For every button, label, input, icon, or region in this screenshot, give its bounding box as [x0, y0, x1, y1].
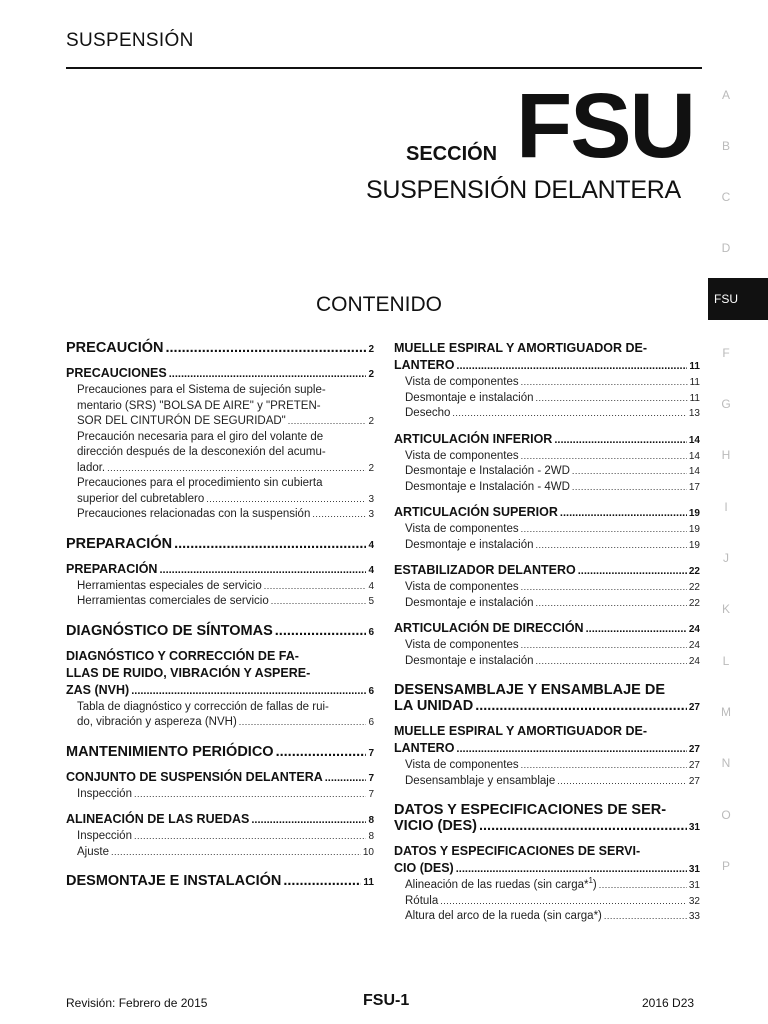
toc-entry[interactable] — [394, 758, 700, 774]
toc-page-number: 4 — [368, 580, 374, 592]
toc-entry-title: ESTABILIZADOR DELANTERO — [394, 563, 576, 577]
toc-entry-title: Desmontaje e instalación — [405, 391, 534, 404]
toc-leader-dots — [475, 698, 687, 714]
toc-entry[interactable] — [394, 562, 700, 580]
toc-entry[interactable] — [66, 873, 374, 889]
toc-leader-dots — [440, 894, 687, 910]
toc-leader-dots — [275, 623, 367, 639]
toc-entry-title: Precauciones relacionadas con la suspensión — [77, 508, 311, 520]
toc-page-number: 17 — [688, 481, 700, 493]
side-index-letter[interactable]: L — [722, 654, 730, 668]
toc-leader-dots — [111, 845, 361, 861]
toc-entry-title: LA UNIDAD — [394, 698, 474, 714]
toc-entry-title: DIAGNÓSTICO DE SÍNTOMAS — [66, 622, 273, 639]
toc-entry-title: CONJUNTO DE SUSPENSIÓN DELANTERA — [66, 769, 323, 784]
toc-entry-title: DIAGNÓSTICO Y CORRECCIÓN DE FA- — [66, 648, 299, 663]
toc-entry[interactable] — [66, 579, 374, 595]
toc-page-number: 8 — [368, 831, 374, 842]
toc-entry[interactable] — [66, 787, 374, 803]
toc-page-number: 19 — [688, 508, 700, 519]
toc-entry[interactable] — [394, 340, 700, 375]
toc-page-number: 31 — [688, 880, 700, 891]
toc-leader-dots — [479, 818, 687, 834]
toc-page-number: 31 — [688, 822, 700, 833]
side-index-letter[interactable]: K — [721, 602, 730, 616]
contents-title: CONTENIDO — [316, 293, 442, 316]
toc-entry-title: superior del cubretablero — [77, 492, 205, 505]
toc-entry-suffix: ) — [592, 879, 597, 891]
toc-leader-dots — [169, 366, 367, 383]
side-index-letter[interactable]: N — [721, 756, 731, 770]
toc-entry-title: CIO (DES) — [394, 861, 454, 875]
toc-entry-title: ARTICULACIÓN DE DIRECCIÓN — [394, 621, 584, 635]
toc-page-number: 8 — [368, 815, 374, 826]
toc-leader-dots — [276, 744, 367, 760]
side-index-letter[interactable]: A — [721, 88, 730, 102]
side-index-letter[interactable]: M — [721, 705, 731, 719]
toc-page-number: 22 — [688, 566, 700, 577]
toc-entry-title: Desecho — [405, 407, 451, 419]
side-index-letter[interactable]: B — [721, 139, 730, 153]
toc-entry[interactable] — [394, 504, 700, 522]
toc-entry-title: SOR DEL CINTURÓN DE SEGURIDAD" — [77, 415, 286, 427]
toc-leader-dots — [206, 492, 366, 508]
toc-leader-dots — [251, 812, 366, 829]
footer-page-number: FSU-1 — [363, 992, 410, 1009]
toc-page-number: 3 — [368, 509, 374, 520]
toc-entry-title: PREPARACIÓN — [66, 561, 158, 576]
toc-entry[interactable] — [394, 843, 700, 878]
toc-leader-dots — [325, 770, 367, 787]
toc-entry[interactable] — [66, 769, 374, 787]
toc-entry-title: MANTENIMIENTO PERIÓDICO — [66, 743, 274, 760]
toc-entry[interactable] — [394, 391, 700, 407]
toc-entry-title: Vista de componentes — [405, 523, 519, 535]
toc-page-number: 2 — [368, 462, 374, 474]
toc-entry-title: Vista de componentes — [405, 759, 519, 771]
toc-leader-dots — [288, 414, 367, 430]
toc-entry[interactable] — [66, 623, 374, 639]
toc-leader-dots — [554, 432, 687, 449]
toc-entry-title: Desmontaje e instalación — [405, 654, 534, 667]
toc-page-number: 6 — [368, 685, 374, 697]
side-index-letter[interactable]: I — [724, 500, 728, 514]
toc-page-number: 22 — [688, 597, 700, 609]
toc-entry-title: PRECAUCIÓN — [66, 340, 164, 356]
toc-entry[interactable] — [66, 811, 374, 829]
section-name: SUSPENSIÓN DELANTERA — [366, 176, 681, 204]
toc-entry[interactable] — [394, 580, 700, 596]
side-index-active-tab[interactable]: FSU — [708, 278, 768, 320]
toc-leader-dots — [521, 375, 688, 391]
toc-leader-dots — [560, 505, 687, 522]
toc-entry[interactable] — [66, 561, 374, 579]
toc-entry[interactable] — [66, 507, 374, 523]
toc-entry-title: LANTERO — [394, 741, 455, 755]
toc-page-number: 7 — [368, 747, 374, 759]
toc-entry[interactable] — [66, 700, 374, 731]
toc-leader-dots — [312, 507, 366, 523]
toc-entry[interactable] — [394, 894, 700, 910]
toc-page-number: 11 — [363, 877, 374, 888]
toc-leader-dots — [107, 461, 366, 477]
toc-entry-title: Desmontaje e Instalación - 2WD — [405, 465, 570, 477]
toc-entry-title: ARTICULACIÓN INFERIOR — [394, 431, 553, 446]
toc-entry[interactable] — [394, 638, 700, 654]
toc-page-number: 7 — [368, 772, 374, 784]
toc-page-number: 24 — [688, 624, 700, 635]
toc-page-number: 33 — [688, 911, 700, 922]
toc-right-column — [394, 340, 700, 925]
toc-leader-dots — [134, 787, 366, 803]
toc-entry-title: dirección después de la desconexión del acumu- — [77, 446, 326, 458]
toc-entry-title: Inspección — [77, 830, 132, 842]
toc-entry-title: Altura del arco de la rueda (sin carga*) — [405, 910, 602, 922]
toc-entry-title: ARTICULACIÓN SUPERIOR — [394, 505, 558, 519]
toc-leader-dots — [264, 579, 367, 595]
toc-entry-title: Desensamblaje y ensamblaje — [405, 774, 556, 787]
toc-entry-title: Alineación de las ruedas (sin carga*$^1$) — [405, 876, 597, 891]
side-index-letter[interactable]: D — [721, 241, 731, 255]
toc-entry-title: Herramientas especiales de servicio — [77, 579, 262, 592]
toc-entry[interactable] — [66, 365, 374, 383]
toc-page-number: 13 — [688, 408, 700, 419]
side-index-letter[interactable]: O — [721, 808, 731, 822]
toc-leader-dots — [557, 774, 687, 790]
toc-entry-title: Vista de componentes — [405, 376, 519, 388]
toc-entry[interactable] — [394, 878, 700, 894]
toc-leader-dots — [456, 741, 686, 758]
toc-entry-title: DATOS Y ESPECIFICACIONES DE SER- — [394, 802, 667, 818]
toc-entry[interactable] — [66, 340, 374, 356]
toc-page-number: 11 — [689, 392, 700, 404]
toc-leader-dots — [536, 596, 687, 612]
toc-leader-dots — [536, 391, 688, 407]
toc-page-number: 5 — [368, 596, 374, 607]
toc-page-number: 7 — [368, 788, 374, 800]
toc-entry-title: VICIO (DES) — [394, 818, 477, 834]
footer-model: 2016 D23 — [642, 996, 695, 1010]
side-index-letter[interactable]: G — [721, 397, 731, 411]
toc-page-number: 27 — [688, 775, 700, 787]
toc-page-number: 19 — [688, 539, 700, 551]
toc-page-number: 19 — [688, 524, 700, 535]
toc-page-number: 27 — [688, 744, 700, 755]
toc-entry-title: Precauciones para el Sistema de sujeción suple- — [77, 384, 326, 396]
toc-entry-title: Ajuste — [77, 845, 109, 858]
toc-entry[interactable] — [394, 774, 700, 790]
toc-page-number: 4 — [368, 539, 374, 551]
toc-leader-dots — [536, 538, 687, 554]
toc-entry-title: PREPARACIÓN — [66, 535, 173, 552]
side-index-letter[interactable]: H — [721, 448, 731, 462]
toc-page-number: 14 — [688, 450, 700, 462]
toc-entry-title: DESMONTAJE E INSTALACIÓN — [66, 873, 282, 889]
toc-entry-title: Precauciones para el procedimiento sin cubierta — [77, 477, 323, 489]
toc-page-number: 24 — [688, 640, 700, 651]
toc-entry[interactable] — [394, 464, 700, 480]
toc-entry[interactable] — [394, 480, 700, 496]
toc-leader-dots — [452, 406, 686, 422]
toc-entry-title: Desmontaje e instalación — [405, 538, 534, 551]
section-label: SECCIÓN — [406, 143, 498, 165]
toc-page-number: 2 — [368, 369, 374, 380]
toc-entry[interactable] — [66, 383, 374, 430]
toc-leader-dots — [586, 621, 687, 638]
side-index-letter[interactable]: P — [721, 859, 730, 873]
toc-page-number: 6 — [368, 717, 374, 728]
toc-leader-dots — [283, 873, 361, 889]
toc-leader-dots — [572, 480, 687, 496]
toc-entry[interactable] — [66, 430, 374, 477]
toc-page-number: 24 — [688, 655, 700, 667]
toc-page-number: 27 — [688, 702, 700, 713]
toc-page-number: 10 — [362, 846, 374, 858]
toc-entry-title: Inspección — [77, 787, 132, 800]
toc-entry[interactable] — [394, 596, 700, 612]
toc-leader-dots — [521, 758, 687, 774]
toc-entry-title: DATOS Y ESPECIFICACIONES DE SERVI- — [394, 844, 641, 858]
toc-left-column — [66, 340, 374, 889]
toc-entry-title: Vista de componentes — [405, 581, 519, 593]
toc-entry-title: mentario (SRS) "BOLSA DE AIRE" y "PRETEN- — [77, 399, 321, 412]
toc-entry[interactable] — [394, 522, 700, 538]
toc-page-number: 31 — [688, 864, 700, 875]
toc-page-number: 11 — [689, 377, 700, 388]
toc-page-number: 2 — [368, 344, 374, 355]
toc-entry-title: Rótula — [405, 894, 439, 907]
toc-entry-title: Vista de componentes — [405, 639, 519, 651]
footer-revision: Revisión: Febrero de 2015 — [66, 996, 208, 1010]
toc-leader-dots — [521, 449, 687, 465]
toc-leader-dots — [599, 878, 687, 894]
toc-entry[interactable] — [394, 909, 700, 925]
toc-page-number: 22 — [688, 582, 700, 593]
section-code: FSU — [516, 75, 694, 177]
toc-entry-title: Desmontaje e Instalación - 4WD — [405, 480, 570, 493]
toc-leader-dots — [174, 536, 366, 552]
toc-leader-dots — [159, 562, 366, 579]
toc-leader-dots — [521, 580, 687, 596]
toc-leader-dots — [604, 909, 687, 925]
toc-leader-dots — [134, 829, 366, 845]
toc-entry-title: Precaución necesaria para el giro del volante de — [77, 430, 324, 443]
toc-leader-dots — [456, 358, 687, 375]
toc-page-number: 3 — [368, 493, 374, 505]
toc-entry-title: DESENSAMBLAJE Y ENSAMBLAJE DE — [394, 682, 665, 698]
toc-entry[interactable] — [394, 538, 700, 554]
side-index-letter[interactable]: C — [721, 190, 731, 204]
toc-entry[interactable] — [394, 682, 700, 714]
toc-entry[interactable] — [394, 620, 700, 638]
toc-entry[interactable] — [394, 375, 700, 391]
toc-entry[interactable] — [66, 594, 374, 610]
toc-leader-dots — [165, 340, 366, 356]
toc-leader-dots — [521, 522, 687, 538]
side-index-letter[interactable]: J — [723, 551, 729, 565]
toc-entry[interactable] — [394, 406, 700, 422]
toc-leader-dots — [536, 654, 687, 670]
toc-page-number: 14 — [688, 466, 700, 477]
toc-entry[interactable] — [66, 829, 374, 845]
header-title: SUSPENSIÓN — [66, 30, 194, 51]
toc-entry[interactable] — [394, 802, 700, 834]
toc-page-number: 6 — [368, 626, 374, 638]
toc-entry-title: ZAS (NVH) — [66, 682, 130, 697]
toc-entry-title: PRECAUCIONES — [66, 366, 167, 380]
toc-entry-title: Tabla de diagnóstico y corrección de fallas de rui- — [77, 700, 329, 713]
toc-page-number: 2 — [368, 416, 374, 427]
toc-entry-title: MUELLE ESPIRAL Y AMORTIGUADOR DE- — [394, 724, 648, 738]
toc-entry-superscript: 1 — [588, 876, 593, 886]
toc-entry[interactable] — [66, 845, 374, 861]
toc-entry-title: Herramientas comerciales de servicio — [77, 595, 269, 607]
toc-leader-dots — [271, 594, 367, 610]
toc-entry[interactable] — [66, 476, 374, 507]
toc-entry[interactable] — [66, 648, 374, 700]
header-divider — [66, 67, 702, 69]
toc-entry-title: LANTERO — [394, 358, 455, 372]
toc-leader-dots — [239, 715, 367, 731]
toc-leader-dots — [578, 563, 687, 580]
toc-leader-dots — [456, 861, 687, 878]
toc-page-number: 14 — [688, 434, 700, 446]
toc-entry-title: do, vibración y aspereza (NVH) — [77, 716, 237, 728]
side-index-letter[interactable]: F — [722, 346, 730, 360]
toc-entry-title: ALINEACIÓN DE LAS RUEDAS — [66, 812, 250, 826]
toc-entry[interactable] — [394, 431, 700, 449]
toc-page-number: 11 — [689, 361, 700, 372]
toc-entry-title: MUELLE ESPIRAL Y AMORTIGUADOR DE- — [394, 341, 648, 355]
toc-entry-title: Desmontaje e instalación — [405, 596, 534, 609]
toc-entry-title: LLAS DE RUIDO, VIBRACIÓN Y ASPERE- — [66, 665, 311, 680]
toc-entry[interactable] — [394, 723, 700, 758]
toc-entry-title: Vista de componentes — [405, 449, 519, 462]
toc-leader-dots — [131, 683, 366, 700]
toc-entry[interactable] — [394, 449, 700, 465]
toc-entry[interactable] — [394, 654, 700, 670]
toc-entry-title: lador. — [77, 461, 106, 474]
toc-leader-dots — [572, 464, 687, 480]
toc-entry[interactable] — [66, 536, 374, 552]
toc-page-number: 32 — [688, 895, 700, 907]
toc-page-number: 4 — [368, 564, 374, 576]
toc-page-number: 27 — [688, 760, 700, 771]
toc-leader-dots — [521, 638, 687, 654]
toc-entry[interactable] — [66, 744, 374, 760]
